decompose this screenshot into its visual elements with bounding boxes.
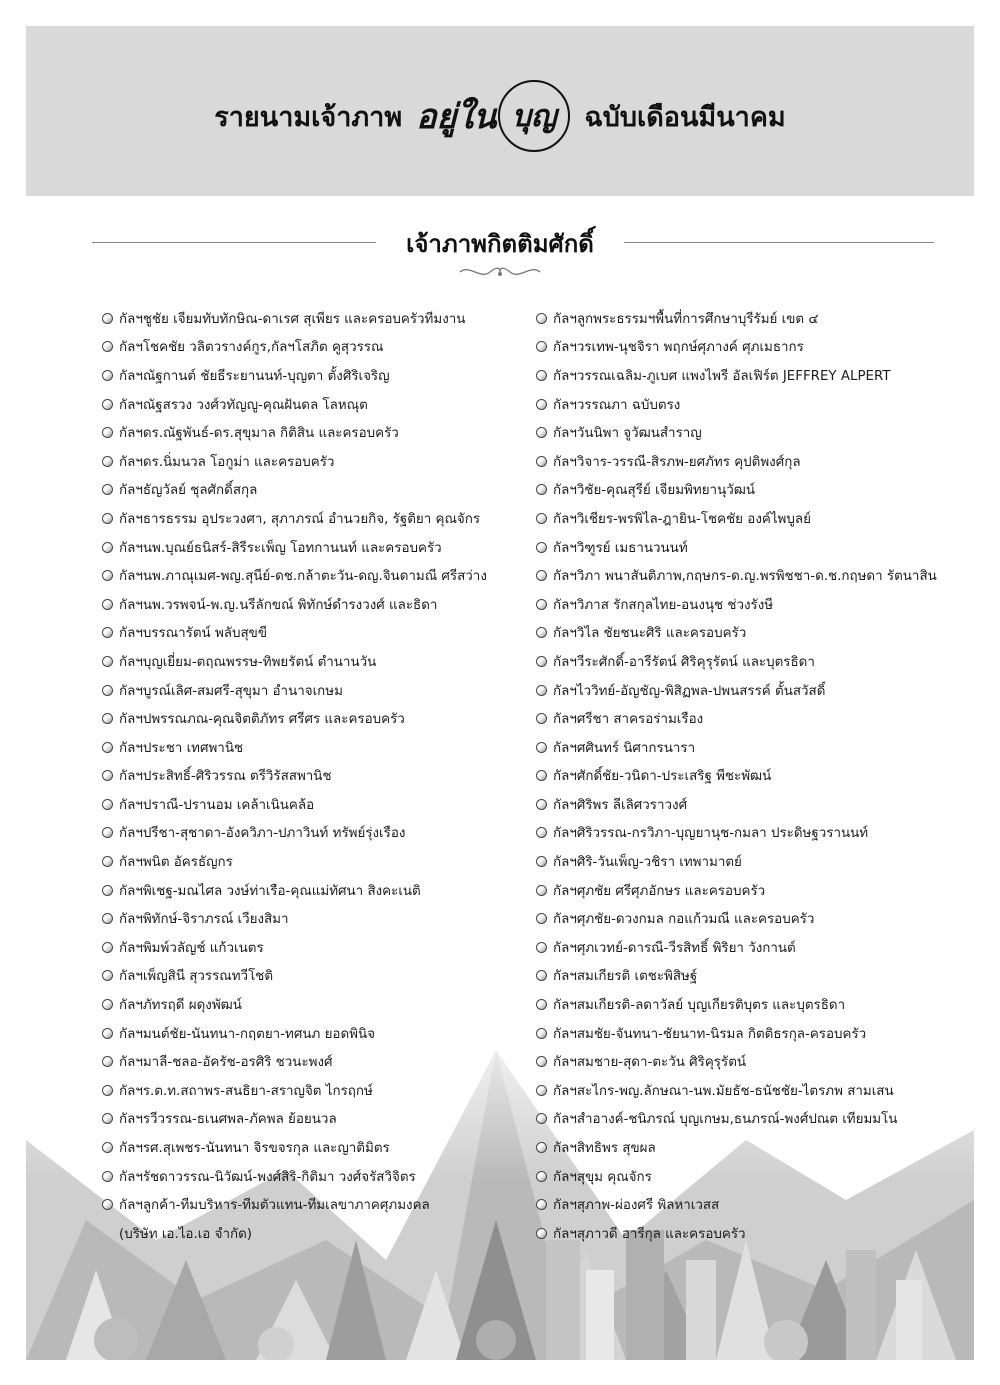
- right-entry: [536, 847, 974, 876]
- sponsor-name: กัลฯวรรณภา ฉบับตรง: [553, 397, 681, 413]
- sponsor-name: กัลฯพิทักษ์-จิราภรณ์ เวียงสิมา: [119, 912, 289, 928]
- bullet-icon: [102, 913, 113, 924]
- right-entry: [536, 476, 974, 505]
- sponsor-name: กัลฯเพ็ญสินี สุวรรณทวีโชติ: [119, 969, 274, 985]
- bullet-icon: [536, 742, 547, 753]
- header-prefix: รายนามเจ้าภาพ: [214, 101, 403, 133]
- right-column: [536, 304, 974, 1248]
- right-entry: [536, 1105, 974, 1134]
- left-entry: [102, 418, 532, 447]
- right-entry: [536, 1133, 974, 1162]
- bullet-icon: [102, 1113, 113, 1124]
- sponsor-name: กัลฯสะไกร-พญ.ลักษณา-นพ.มัยธัช-ธนัชชัย-ไตรภพ สามเสน: [553, 1083, 894, 1099]
- bullet-icon: [536, 542, 547, 553]
- left-entry: [102, 390, 532, 419]
- sponsor-name: กัลฯพิมพ์วลัญช์ แก้วเนตร: [119, 940, 264, 956]
- left-entry: [102, 504, 532, 533]
- bullet-icon: [102, 627, 113, 638]
- sponsor-name: กัลฯปราณี-ปรานอม เคล้าเนินคล้อ: [119, 797, 315, 813]
- bullet-icon: [536, 913, 547, 924]
- left-entry: [102, 962, 532, 991]
- right-entry: [536, 819, 974, 848]
- sponsor-name: กัลฯสุภาพ-ผ่องศรี พิลหาเวสส: [553, 1198, 720, 1214]
- left-entry: [102, 1105, 532, 1134]
- bullet-icon: [536, 799, 547, 810]
- sponsor-name: กัลฯพนิต อัครธัญกร: [119, 855, 233, 871]
- bullet-icon: [536, 770, 547, 781]
- bullet-icon: [536, 1171, 547, 1182]
- right-entry: [536, 390, 974, 419]
- bullet-icon: [536, 856, 547, 867]
- bullet-icon: [102, 456, 113, 467]
- right-entry: [536, 333, 974, 362]
- sponsor-name: กัลฯสุขุม คุณจักร: [553, 1169, 652, 1185]
- right-entry: [536, 1047, 974, 1076]
- sponsor-name: กัลฯประสิทธิ์-ศิริวรรณ ตรีวิรัสสพานิช: [119, 769, 332, 785]
- sponsor-name: กัลฯปรีชา-สุชาดา-อังควิภา-ปภาวินท์ ทรัพย์รุ่งเรือง: [119, 826, 406, 842]
- right-entry: [536, 1219, 974, 1248]
- bullet-icon: [536, 513, 547, 524]
- sponsor-name: กัลฯวิจาร-วรรณี-สิรภพ-ยศภัทร คุปติพงศ์กุล: [553, 454, 801, 470]
- sponsor-name: กัลฯวิภา พนาสันติภาพ,กฤษกร-ด.ญ.พรพิชชา-ด.ช.กฤษดา รัตนาสิน: [553, 569, 937, 585]
- sponsor-name: กัลฯปพรรณภณ-คุณจิตติภัทร ศรีศร และครอบครัว: [119, 712, 405, 728]
- bullet-icon: [102, 1171, 113, 1182]
- sponsor-name: กัลฯศิริพร ลีเลิศวราวงศ์: [553, 797, 688, 813]
- sponsor-name: กัลฯวิชัย-คุณสุรีย์ เจียมพิทยานุวัฒน์: [553, 483, 756, 499]
- sponsor-name: กัลฯวรเทพ-นุชจิรา พฤกษ์ศุภางค์ ศุภเมธากร: [553, 340, 804, 356]
- sponsor-name: กัลฯวันนิพา จูวัฒนสำราญ: [553, 426, 702, 442]
- left-entry: [102, 447, 532, 476]
- sponsor-name: กัลฯวิเชียร-พรพิไล-ฎายิน-โชคชัย องค์ไพบูลย์: [553, 511, 811, 527]
- bullet-icon: [536, 627, 547, 638]
- bullet-icon: [102, 770, 113, 781]
- left-entry: [102, 1076, 532, 1105]
- right-entry: [536, 304, 974, 333]
- bullet-icon: [536, 656, 547, 667]
- bullet-icon: [102, 1056, 113, 1067]
- left-entry: [102, 762, 532, 791]
- left-entry: [102, 933, 532, 962]
- right-entry: [536, 762, 974, 791]
- sponsor-name: กัลฯสมชาย-สุดา-ตะวัน ศิริคุรุรัตน์: [553, 1055, 747, 1071]
- bullet-icon: [536, 1199, 547, 1210]
- sponsor-name: กัลฯธัญวัลย์ ชุลศักดิ์สกุล: [119, 483, 258, 499]
- right-entry: [536, 361, 974, 390]
- left-entry: [102, 304, 532, 333]
- section-title: เจ้าภาพกิตติมศักดิ์: [406, 230, 594, 258]
- sponsor-name: กัลฯชูชัย เจียมทับทักษิณ-ดาเรศ สุเพียร และครอบครัวทีมงาน: [119, 311, 466, 327]
- right-entry: [536, 790, 974, 819]
- bullet-icon: [102, 1142, 113, 1153]
- sponsor-name: กัลฯวีระศักดิ์-อารีรัตน์ ศิริคุรุรัตน์ และบุตรธิดา: [553, 654, 815, 670]
- sponsor-name: กัลฯดร.ณัฐพันธ์-ดร.สุขุมาล กิติสิน และครอบครัว: [119, 426, 399, 442]
- sponsor-name: กัลฯสมชัย-จันทนา-ชัยนาท-นิรมล กิตติธรกุล-ครอบครัว: [553, 1026, 867, 1042]
- sponsor-name: กัลฯร.ต.ท.สถาพร-สนธิยา-สราญจิต ไกรฤกษ์: [119, 1083, 373, 1099]
- bullet-icon: [536, 1113, 547, 1124]
- bullet-icon: [102, 399, 113, 410]
- bullet-icon: [536, 1028, 547, 1039]
- sponsor-name: กัลฯมาลี-ชลอ-อัครัช-อรศิริ ชวนะพงศ์: [119, 1055, 333, 1071]
- left-entry: [102, 1162, 532, 1191]
- sponsor-name-continuation: (บริษัท เอ.ไอ.เอ จำกัด): [119, 1226, 253, 1242]
- bullet-icon: [536, 970, 547, 981]
- right-entry: [536, 1019, 974, 1048]
- bullet-icon: [102, 1028, 113, 1039]
- sponsor-name: กัลฯศักดิ์ชัย-วนิดา-ประเสริฐ พีชะพัฒน์: [553, 769, 772, 785]
- bullet-icon: [536, 1228, 547, 1239]
- bullet-icon: [102, 999, 113, 1010]
- right-entry: [536, 904, 974, 933]
- left-entry-continuation: [102, 1219, 532, 1248]
- bullet-icon: [102, 799, 113, 810]
- bullet-icon: [536, 341, 547, 352]
- left-entry: [102, 1047, 532, 1076]
- logo-script-text: อยู่ใน: [416, 97, 497, 137]
- right-entry: [536, 619, 974, 648]
- left-entry: [102, 904, 532, 933]
- left-entry: [102, 1190, 532, 1219]
- right-entry: [536, 676, 974, 705]
- bullet-icon: [102, 1085, 113, 1096]
- left-entry: [102, 876, 532, 905]
- sponsor-name: กัลฯสุภาวดี อารีกุล และครอบครัว: [553, 1226, 746, 1242]
- bullet-icon: [102, 827, 113, 838]
- sponsor-name: กัลฯสำอางค์-ชนิภรณ์ บุญเกษม,ธนภรณ์-พงศ์ปณต เทียมมโน: [553, 1112, 898, 1128]
- bullet-icon: [102, 1199, 113, 1210]
- bullet-icon: [102, 970, 113, 981]
- sponsor-name: กัลฯณัฐสรวง วงศ์วทัญญู-คุณฝันดล โลหณุต: [119, 397, 368, 413]
- left-entry: [102, 819, 532, 848]
- bullet-icon: [102, 513, 113, 524]
- right-entry: [536, 733, 974, 762]
- left-entry: [102, 619, 532, 648]
- sponsor-name: กัลฯโชคชัย วลิตวรางค์กูร,กัลฯโสภิต คูสุวรรณ: [119, 340, 384, 356]
- bullet-icon: [102, 656, 113, 667]
- bullet-icon: [102, 856, 113, 867]
- bullet-icon: [536, 827, 547, 838]
- bullet-icon: [102, 570, 113, 581]
- left-entry: [102, 990, 532, 1019]
- bullet-icon: [536, 427, 547, 438]
- bullet-icon: [102, 885, 113, 896]
- left-entry: [102, 704, 532, 733]
- sponsor-name: กัลฯรัชดาวรรณ-นิวัฒน์-พงศ์สิริ-กิติมา วงศ์จรัสวิจิตร: [119, 1169, 416, 1185]
- right-entry: [536, 1162, 974, 1191]
- right-entry: [536, 504, 974, 533]
- right-entry: [536, 704, 974, 733]
- sponsor-name: กัลฯลูกพระธรรมฯพื้นที่การศึกษาบุรีรัมย์ เขต ๔: [553, 311, 819, 327]
- bullet-icon: [102, 542, 113, 553]
- sponsor-name: กัลฯประชา เทศพานิช: [119, 740, 244, 756]
- right-entry: [536, 561, 974, 590]
- bullet-icon: [102, 341, 113, 352]
- sponsor-name: กัลฯนพ.วรพจน์-พ.ญ.นรีลักขณ์ พิทักษ์ดำรงวงศ์ และธิดา: [119, 597, 438, 613]
- bullet-icon: [536, 570, 547, 581]
- bullet-icon: [536, 370, 547, 381]
- sponsor-name: กัลฯนพ.ภาณุเมศ-พญ.สุนีย์-ดช.กล้าตะวัน-ดญ.จินดามณี ศรีสว่าง: [119, 569, 487, 585]
- sponsor-name: กัลฯศุภชัย ศรีศุภอักษร และครอบครัว: [553, 883, 766, 899]
- sponsor-name: กัลฯวิไล ชัยชนะศิริ และครอบครัว: [553, 626, 747, 642]
- sponsor-name: กัลฯดร.นิ่มนวล โอกูม่า และครอบครัว: [119, 454, 335, 470]
- right-entry: [536, 1076, 974, 1105]
- sponsor-name: กัลฯมนต์ชัย-นันทนา-กฤตยา-ทศนภ ยอดพินิจ: [119, 1026, 375, 1042]
- magazine-logo: [416, 80, 570, 152]
- bullet-icon: [536, 456, 547, 467]
- header-suffix: ฉบับเดือนมีนาคม: [584, 101, 786, 133]
- sponsor-name: กัลฯวิฑูรย์ เมธานวนนท์: [553, 540, 688, 556]
- sponsor-name: กัลฯวรรณเฉลิม-ภูเบศ แพงไพรี อัลเฟิร์ต JEFFREY ALPERT: [553, 368, 891, 384]
- sponsor-name: กัลฯลูกค้า-ทีมบริหาร-ทีมตัวแทน-ทีมเลขาภาคศุภมงคล: [119, 1198, 430, 1214]
- sponsor-name: กัลฯรวีวรรณ-ธเนศพล-ภัคพล ย้อยนวล: [119, 1112, 337, 1128]
- left-entry: [102, 1019, 532, 1048]
- right-entry: [536, 1190, 974, 1219]
- right-entry: [536, 990, 974, 1019]
- bullet-icon: [536, 685, 547, 696]
- bullet-icon: [536, 399, 547, 410]
- bullet-icon: [102, 942, 113, 953]
- sponsor-name: กัลฯศรีชา สาครอร่ามเรือง: [553, 712, 704, 728]
- sponsor-name: กัลฯศิริ-วันเพ็ญ-วชิรา เทพามาตย์: [553, 855, 742, 871]
- logo-circle-text: บุญ: [498, 80, 570, 152]
- bullet-icon: [536, 885, 547, 896]
- sponsor-name: กัลฯสิทธิพร สุขผล: [553, 1141, 656, 1157]
- page-frame: [26, 26, 974, 1360]
- header-band: [26, 26, 974, 196]
- bullet-icon: [536, 313, 547, 324]
- left-entry: [102, 590, 532, 619]
- bullet-icon: [536, 599, 547, 610]
- right-entry: [536, 533, 974, 562]
- left-entry: [102, 476, 532, 505]
- left-column: [102, 304, 532, 1248]
- sponsor-name: กัลฯนพ.บุณย์ธนิสร์-สิรีระเพ็ญ โอทกานนท์ และครอบครัว: [119, 540, 442, 556]
- sponsor-columns: [102, 304, 974, 1284]
- bullet-icon: [102, 370, 113, 381]
- bullet-icon: [536, 999, 547, 1010]
- left-entry: [102, 647, 532, 676]
- bullet-icon: [536, 484, 547, 495]
- sponsor-name: กัลฯศศินทร์ นิศากรนารา: [553, 740, 696, 756]
- right-entry: [536, 447, 974, 476]
- right-entry: [536, 590, 974, 619]
- sponsor-name: กัลฯสมเกียรติ-ลดาวัลย์ บุญเกียรติบุตร และบุตรธิดา: [553, 998, 846, 1014]
- bullet-icon: [102, 484, 113, 495]
- header-title: [26, 81, 974, 151]
- left-entry: [102, 361, 532, 390]
- left-entry: [102, 847, 532, 876]
- bullet-icon: [102, 742, 113, 753]
- right-entry: [536, 962, 974, 991]
- bullet-icon: [102, 599, 113, 610]
- ornament-icon: [456, 264, 544, 280]
- left-entry: [102, 333, 532, 362]
- sponsor-name: กัลฯวิภาส รักสกุลไทย-อนงนุช ช่วงรังษี: [553, 597, 774, 613]
- right-entry: [536, 933, 974, 962]
- sponsor-name: กัลฯพิเชฐ-มณไศล วงษ์ท่าเรือ-คุณแม่ทัศนา สิงคะเนติ: [119, 883, 421, 899]
- bullet-icon: [102, 713, 113, 724]
- bullet-icon: [536, 1056, 547, 1067]
- bullet-icon: [536, 713, 547, 724]
- left-entry: [102, 533, 532, 562]
- sponsor-name: กัลฯไววิทย์-อัญชัญ-พิสิฏพล-ปพนสรรค์ ตั้นสวัสดิ์: [553, 683, 826, 699]
- left-entry: [102, 790, 532, 819]
- sponsor-name: กัลฯบรรณารัตน์ พลับสุขขี: [119, 626, 267, 642]
- sponsor-name: กัลฯรศ.สุเพชร-นันทนา จิรขจรกุล และญาติมิตร: [119, 1141, 390, 1157]
- right-entry: [536, 418, 974, 447]
- left-entry: [102, 1133, 532, 1162]
- left-entry: [102, 561, 532, 590]
- left-entry: [102, 676, 532, 705]
- bullet-icon: [102, 313, 113, 324]
- left-entry: [102, 733, 532, 762]
- right-entry: [536, 647, 974, 676]
- right-entry: [536, 876, 974, 905]
- sponsor-name: กัลฯธารธรรม อุประวงศา, สุภาภรณ์ อำนวยกิจ, รัฐติยา คุณจักร: [119, 511, 481, 527]
- sponsor-name: กัลฯณัฐกานต์ ชัยธีระยานนท์-บุญตา ตั้งศิริเจริญ: [119, 368, 390, 384]
- sponsor-name: กัลฯภัทรฤดี ผดุงพัฒน์: [119, 998, 242, 1014]
- sponsor-name: กัลฯศุภเวทย์-ดารณี-วีรสิทธิ์ พิริยา วังกานต์: [553, 940, 796, 956]
- bullet-icon: [536, 1142, 547, 1153]
- sponsor-name: กัลฯศิริวรรณ-กรวิภา-บุญยานุช-กมลา ประดิษฐวรานนท์: [553, 826, 869, 842]
- bullet-icon: [102, 685, 113, 696]
- bullet-icon: [536, 1085, 547, 1096]
- sponsor-name: กัลฯศุภชัย-ดวงกมล กอแก้วมณี และครอบครัว: [553, 912, 815, 928]
- bullet-icon: [536, 942, 547, 953]
- bullet-icon: [102, 427, 113, 438]
- sponsor-name: กัลฯบูรณ์เลิศ-สมศรี-สุขุมา อำนาจเกษม: [119, 683, 343, 699]
- sponsor-name: กัลฯบุญเยี่ยม-ตฤณพรรษ-ทิพยรัตน์ ตำนานวัน: [119, 654, 377, 670]
- sponsor-name: กัลฯสมเกียรติ เตชะพิสิษฐ์: [553, 969, 698, 985]
